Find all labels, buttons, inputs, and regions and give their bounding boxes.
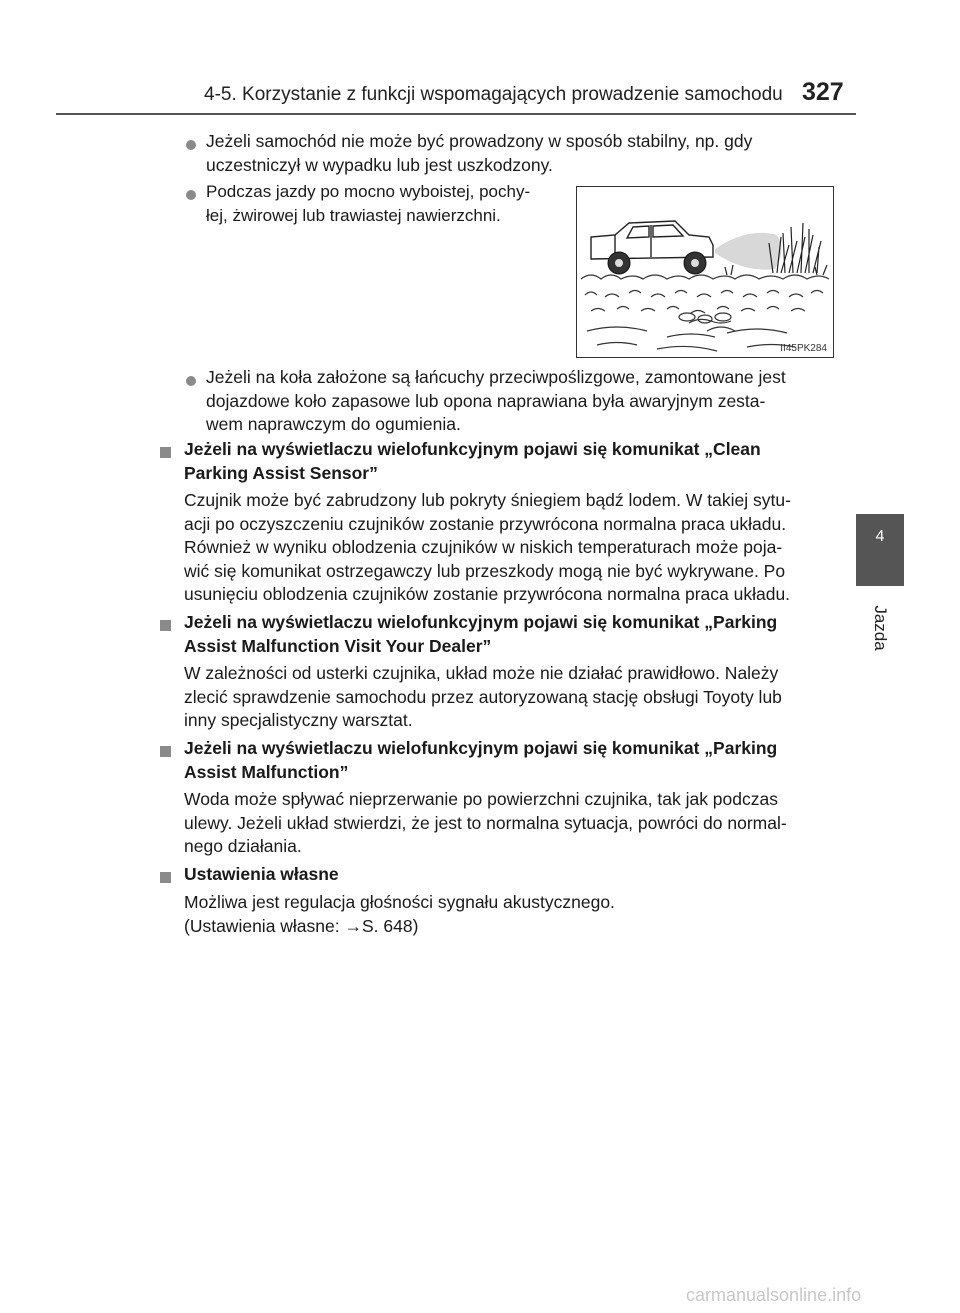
- section-body: Woda może spływać nieprzerwanie po powierzchni czujnika, tak jak podczas ulewy. Jeżeli układ stwierdzi, że jest to normalna sytuacja, powróci do normal- nego działania.: [184, 789, 787, 856]
- section-body: W zależności od usterki czujnika, układ może nie działać prawidłowo. Należy zlecić sprawdzenie samochodu przez autoryzowaną stację obsługi Toyoty lub inny specjalistyczny warsztat.: [184, 663, 782, 730]
- section-title: 4-5. Korzystanie z funkcji wspomagających prowadzenie samochodu: [204, 84, 783, 105]
- bullet-dot-icon: [186, 140, 196, 150]
- header-divider: [56, 113, 856, 115]
- section-marker-icon: [160, 447, 171, 458]
- bullet-item: Jeżeli na koła założone są łańcuchy przeciwpoślizgowe, zamontowane jest dojazdowe koło zapasowe lub opona naprawiana była awaryjnym zesta- wem naprawczym do ogumienia.: [206, 367, 786, 434]
- section-marker-icon: [160, 872, 171, 883]
- truck-offroad-drawing: [577, 187, 833, 357]
- section-heading: Jeżeli na wyświetlaczu wielofunkcyjnym pojawi się komunikat „Parking Assist Malfunction Visit Your Dealer”: [184, 612, 778, 656]
- bullet-dot-icon: [186, 190, 196, 200]
- page-number: 327: [802, 78, 844, 106]
- section-heading: Ustawienia własne: [184, 864, 339, 884]
- bullet-item: Podczas jazdy po mocno wyboistej, pochy- łej, żwirowej lub trawiastej nawierzchni.: [206, 182, 531, 225]
- figure-caption: II45PK284: [780, 343, 827, 354]
- offroad-illustration: [576, 186, 834, 358]
- watermark: carmanualsonline.info: [686, 1285, 862, 1305]
- chapter-number: 4: [875, 528, 885, 545]
- chapter-label: [855, 598, 905, 658]
- section-body: Czujnik może być zabrudzony lub pokryty śniegiem bądź lodem. W takiej sytu- acji po oczyszczeniu czujników zostanie przywrócona normalna praca układu. Również w wyniku oblodzenia czujników w niskich temperaturach może poja- wić się komunikat ostrzegawczy lub przeszkody mogą nie być wykrywane. Po usunięciu oblodzenia czujników zostanie przywrócona normalna praca układu.: [184, 490, 791, 604]
- section-body: Możliwa jest regulacja głośności sygnału akustycznego. (Ustawienia własne: →S. 648): [184, 892, 615, 936]
- chapter-tab[interactable]: [856, 514, 904, 586]
- chapter-label-text: Jazda: [871, 605, 890, 651]
- section-heading: Jeżeli na wyświetlaczu wielofunkcyjnym pojawi się komunikat „Clean Parking Assist Sensor”: [184, 439, 761, 483]
- section-marker-icon: [160, 746, 171, 757]
- bullet-item: Jeżeli samochód nie może być prowadzony w sposób stabilny, np. gdy uczestniczył w wypadku lub jest uszkodzony.: [206, 131, 753, 175]
- section-marker-icon: [160, 620, 171, 631]
- section-heading: Jeżeli na wyświetlaczu wielofunkcyjnym pojawi się komunikat „Parking Assist Malfunction”: [184, 738, 778, 782]
- bullet-dot-icon: [186, 376, 196, 386]
